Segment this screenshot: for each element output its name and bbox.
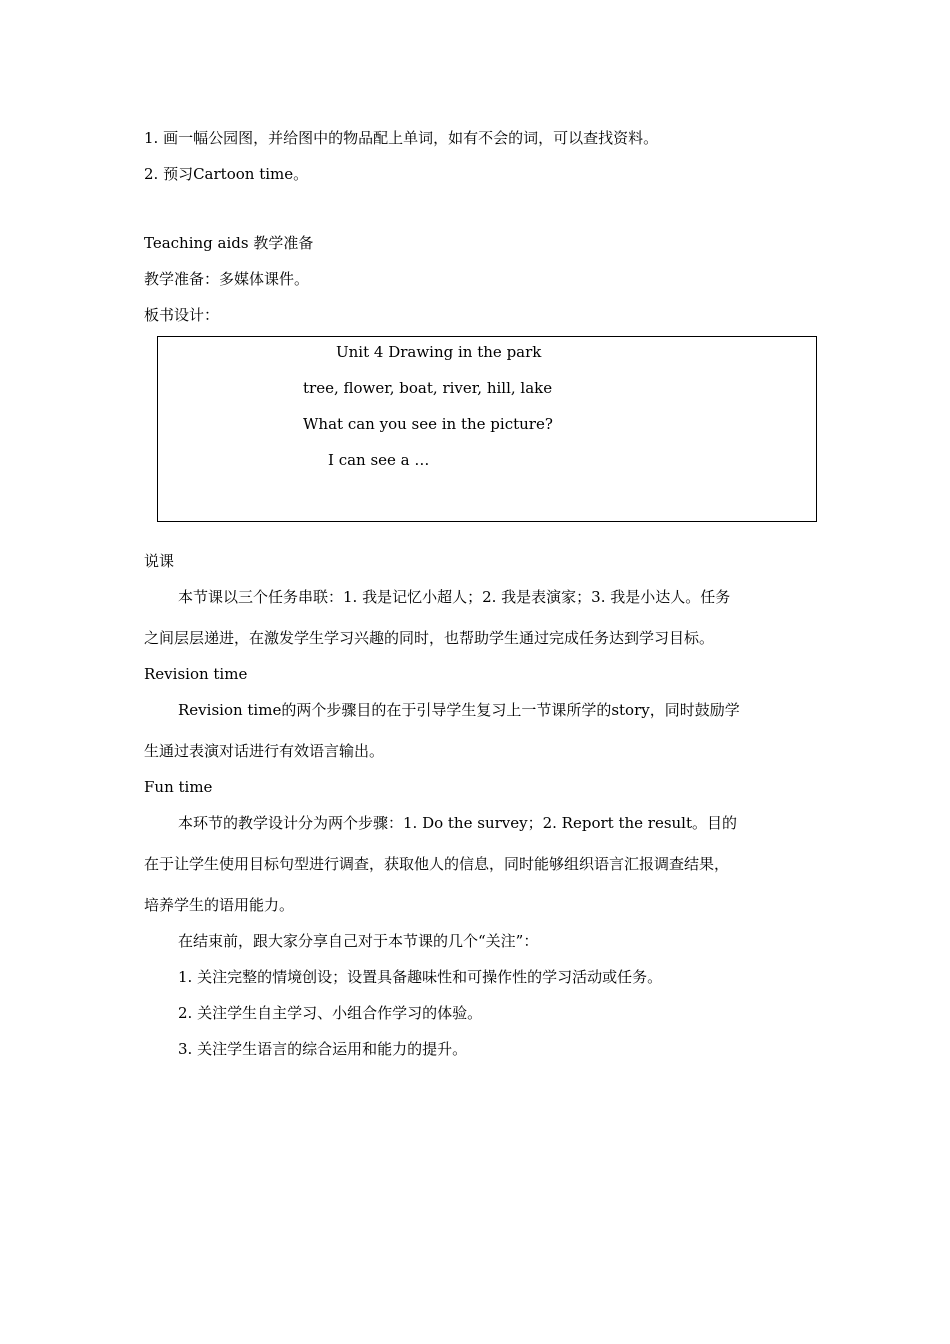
lecture-intro-line-2: 之间层层递进，在激发学生学习兴趣的同时，也帮助学生通过完成任务达到学习目标。 [144, 629, 715, 647]
revision-line-2: 生通过表演对话进行有效语言输出。 [144, 742, 385, 760]
teaching-prep: 教学准备：多媒体课件。 [144, 270, 310, 288]
fun-time-heading: Fun time [144, 778, 213, 796]
board-design-label: 板书设计： [144, 306, 220, 324]
focus-item-2: 2. 关注学生自主学习、小组合作学习的体验。 [178, 1004, 483, 1022]
board-answer: I can see a … [328, 451, 430, 469]
fun-time-line-2: 在于让学生使用目标句型进行调查，获取他人的信息，同时能够组织语言汇报调查结果， [144, 855, 730, 873]
lecture-intro-line-1: 本节课以三个任务串联：1. 我是记忆小超人；2. 我是表演家；3. 我是小达人。任务 [178, 588, 731, 606]
board-question: What can you see in the picture? [303, 415, 553, 433]
closing-text: 在结束前，跟大家分享自己对于本节课的几个“关注”： [178, 932, 539, 950]
focus-item-3: 3. 关注学生语言的综合运用和能力的提升。 [178, 1040, 468, 1058]
board-vocabulary: tree, flower, boat, river, hill, lake [303, 379, 553, 397]
fun-time-line-3: 培养学生的语用能力。 [144, 896, 295, 914]
revision-line-1: Revision time的两个步骤目的在于引导学生复习上一节课所学的story，同时鼓励学 [178, 701, 740, 719]
fun-time-line-1: 本环节的教学设计分为两个步骤：1. Do the survey；2. Report the result。目的 [178, 814, 738, 832]
blackboard-design-box [157, 336, 817, 522]
lecture-heading: 说课 [144, 552, 175, 570]
homework-item-1: 1. 画一幅公园图，并给图中的物品配上单词，如有不会的词，可以查找资料。 [144, 129, 659, 147]
focus-item-1: 1. 关注完整的情境创设；设置具备趣味性和可操作性的学习活动或任务。 [178, 968, 663, 986]
teaching-aids-heading: Teaching aids 教学准备 [144, 234, 314, 252]
homework-item-2: 2. 预习Cartoon time。 [144, 165, 309, 183]
revision-heading: Revision time [144, 665, 248, 683]
board-title: Unit 4 Drawing in the park [336, 343, 542, 361]
